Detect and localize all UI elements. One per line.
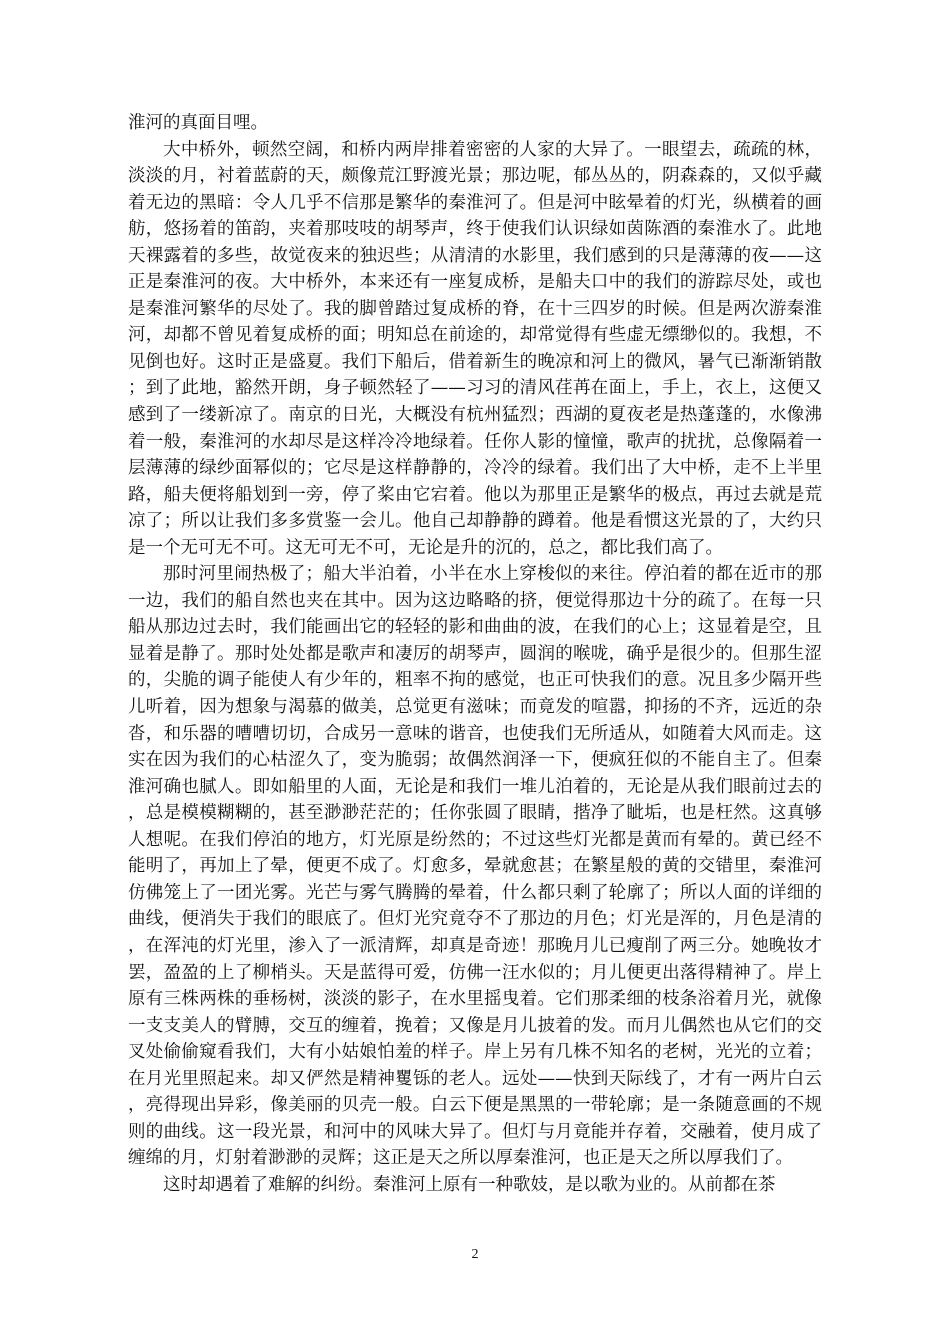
paragraph-daizhongqiao: 大中桥外，顿然空阔，和桥内两岸排着密密的人家的大异了。一眼望去，疏疏的林，淡淡的月，衬着蓝蔚的天，颇像荒江野渡光景；那边呢，郁丛丛的，阴森森的，又似乎藏着无边的黑暗：令人几乎不信那是繁华的秦淮河了。但是河中眩晕着的灯光，纵横着的画舫，悠扬着的笛韵，夹着那吱吱的胡琴声，终于使我们认识绿如茵陈酒的秦淮水了。此地天裸露着的多些，故觉夜来的独迟些；从清清的水影里，我们感到的只是薄薄的夜——这正是秦淮河的夜。大中桥外，本来还有一座复成桥，是船夫口中的我们的游踪尽处，或也是秦淮河繁华的尽处了。我的脚曾踏过复成桥的脊，在十三四岁的时候。但是两次游秦淮河，却都不曾见着复成桥的面；明知总在前途的，却常觉得有些虚无缥缈似的。我想，不见倒也好。这时正是盛夏。我们下船后，借着新生的晚凉和河上的微风，暑气已渐渐销散；到了此地，豁然开朗，身子顿然轻了——习习的清风荏苒在面上，手上，衣上，这便又感到了一缕新凉了。南京的日光，大概没有杭州猛烈；西湖的夏夜老是热蓬蓬的，水像沸着一般，秦淮河的水却尽是这样冷冷地绿着。任你人影的憧憧，歌声的扰扰，总像隔着一层薄薄的绿纱面幂似的；它尽是这样静静的，冷冷的绿着。我们出了大中桥，走不上半里路，船夫便将船划到一旁，停了桨由它宕着。他以为那里正是繁华的极点，再过去就是荒凉了；所以让我们多多赏鉴一会儿。他自己却静静的蹲着。他是看惯这光景的了，大约只是一个无可无不可。这无可无不可，无论是升的沉的，总之，都比我们高了。 (128, 139, 822, 558)
paragraph-continuation: 淮河的真面目哩。 (128, 113, 268, 133)
paragraph-zheshi-jiufen: 这时却遇着了难解的纠纷。秦淮河上原有一种歌妓，是以歌为业的。从前都在茶 (163, 1174, 776, 1195)
page-number: 2 (471, 1247, 479, 1262)
body-text (128, 110, 822, 1198)
paragraph-nashi-heli: 那时河里闹热极了；船大半泊着，小半在水上穿梭似的来往。停泊着的都在近市的那一边，我们的船自然也夹在其中。因为这边略略的挤，便觉得那边十分的疏了。在每一只船从那边过去时，我们能画出它的轻轻的影和曲曲的波，在我们的心上；这显着是空，且显着是静了。那时处处都是歌声和凄厉的胡琴声，圆润的喉咙，确乎是很少的。但那生涩的，尖脆的调子能使人有少年的，粗率不拘的感觉，也正可快我们的意。况且多少隔开些儿听着，因为想象与渴慕的做美，总觉更有滋味；而竟发的喧嚣，抑扬的不齐，远近的杂沓，和乐器的嘈嘈切切，合成另一意味的谐音，也使我们无所适从，如随着大风而走。这实在因为我们的心枯涩久了，变为脆弱；故偶然润泽一下，便疯狂似的不能自主了。但秦淮河确也腻人。即如船里的人面，无论是和我们一堆儿泊着的，无论是从我们眼前过去的，总是模模糊糊的，甚至渺渺茫茫的；任你张圆了眼睛，揩净了眦垢，也是枉然。这真够人想呢。在我们停泊的地方，灯光原是纷然的；不过这些灯光都是黄而有晕的。黄已经不能明了，再加上了晕，便更不成了。灯愈多，晕就愈甚；在繁星般的黄的交错里，秦淮河仿佛笼上了一团光雾。光芒与雾气腾腾的晕着，什么都只剩了轮廓了；所以人面的详细的曲线，便消失于我们的眼底了。但灯光究竟夺不了那边的月色；灯光是浑的，月色是清的，在浑沌的灯光里，渗入了一派清辉，却真是奇迹！那晚月儿已瘦削了两三分。她晚妆才罢，盈盈的上了柳梢头。天是蓝得可爱，仿佛一汪水似的；月儿便更出落得精神了。岸上原有三株两株的垂杨树，淡淡的影子，在水里摇曳着。它们那柔细的枝条浴着月光，就像一支支美人的臂膊，交互的缠着，挽着；又像是月儿披着的发。而月儿偶然也从它们的交叉处偷偷窥看我们，大有小姑娘怕羞的样子。岸上另有几株不知名的老树，光光的立着；在月光里照起来。却又俨然是精神矍铄的老人。远处——快到天际线了，才有一两片白云，亮得现出异彩，像美丽的贝壳一般。白云下便是黑黑的一带轮廓；是一条随意画的不规则的曲线。这一段光景，和河中的风味大异了。但灯与月竟能并存着，交融着，使月成了缠绵的月，灯射着渺渺的灵辉；这正是天之所以厚秦淮河，也正是天之所以厚我们了。 (128, 564, 822, 1169)
